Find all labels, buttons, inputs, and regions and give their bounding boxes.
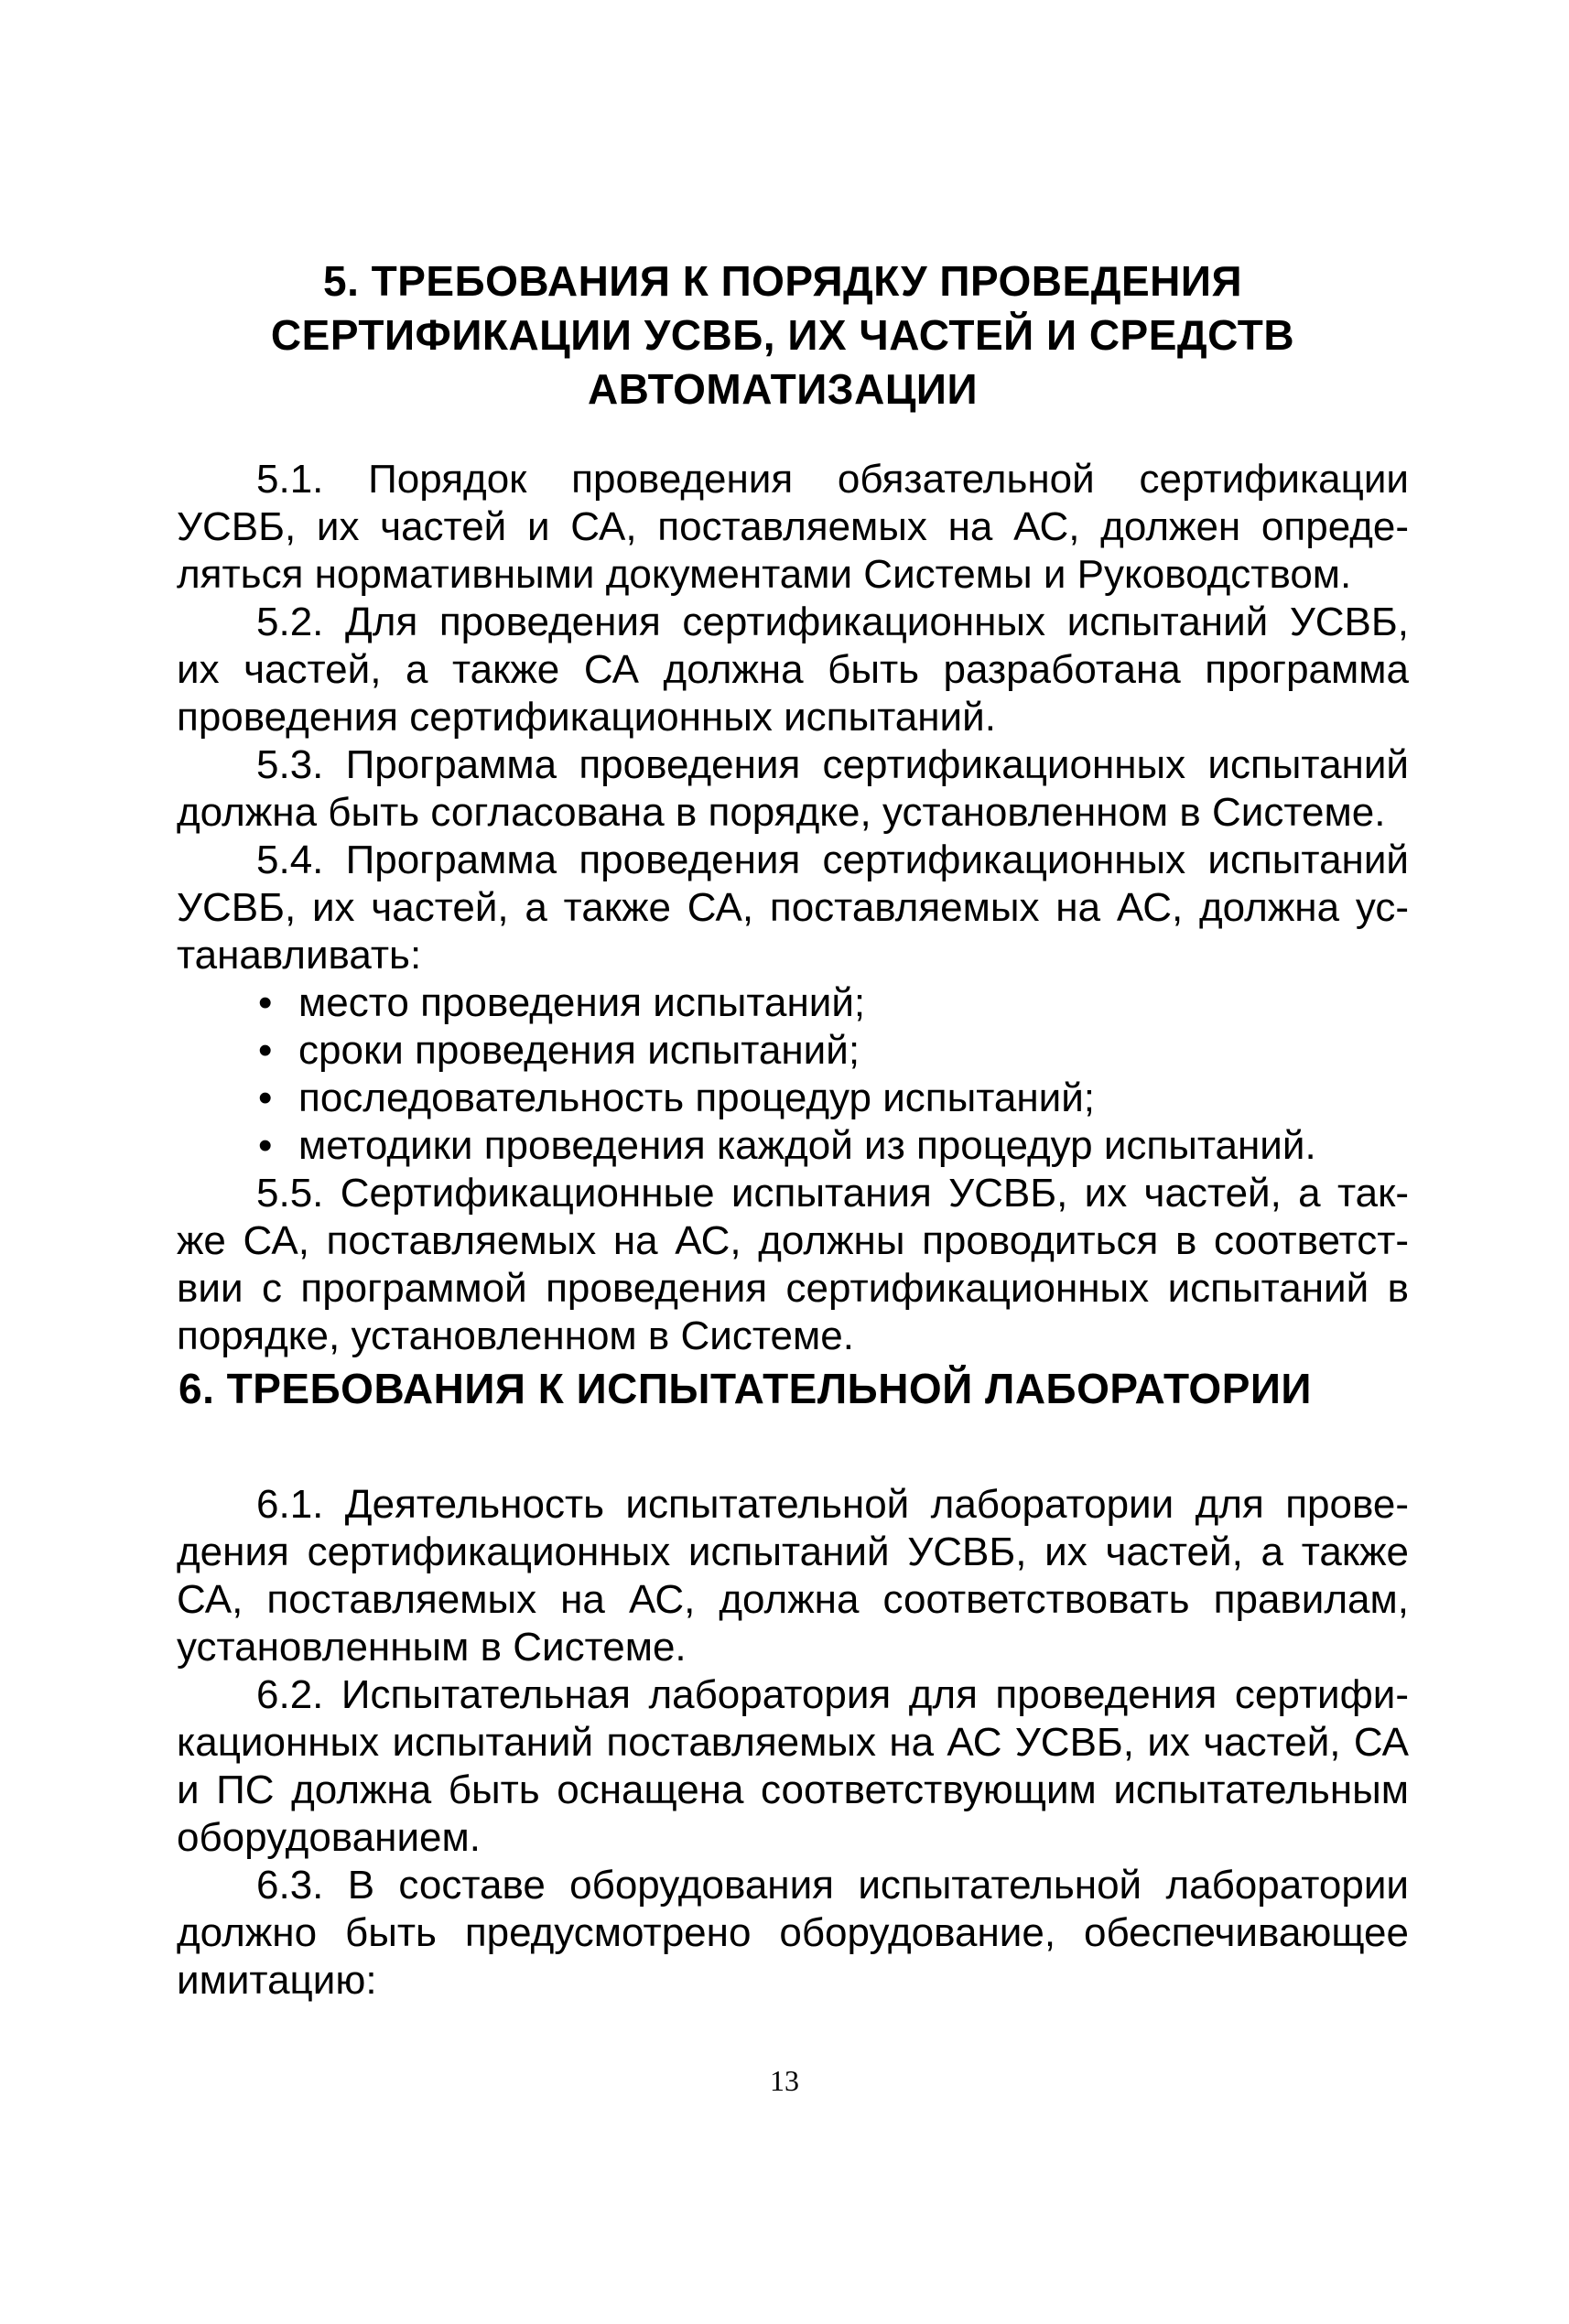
section-6-heading: 6. ТРЕБОВАНИЯ К ИСПЫТАТЕЛЬНОЙ ЛАБОРАТОРИИ [179,1365,1312,1412]
list-item [258,1027,1412,1075]
paragraph-6-1-line: СА, поставляемых на АС, должна соответствовать правилам, [177,1577,1409,1622]
paragraph-5-1-line: УСВБ, их частей и СА, поставляемых на АС, должен опреде- [177,504,1409,549]
paragraph-5-5-line: 5.5. Сертификационные испытания УСВБ, их частей, а так- [256,1171,1409,1216]
paragraph-5-5-line: порядке, установленном в Системе. [177,1313,854,1358]
bullet-icon: • [258,1123,273,1168]
section-5-heading-line: 5. ТРЕБОВАНИЯ К ПОРЯДКУ ПРОВЕДЕНИЯ [322,257,1243,305]
bullet-icon: • [258,1076,273,1120]
paragraph-5-5-line: же СА, поставляемых на АС, должны проводиться в соответст- [177,1218,1409,1263]
paragraph-6-2-line: и ПС должна быть оснащена соответствующим испытательным [177,1767,1409,1812]
paragraph-5-1-line: ляться нормативными документами Системы и Руководством. [177,552,1352,597]
paragraph-5-3-line: должна быть согласована в порядке, установленном в Системе. [177,790,1386,835]
list-item [258,1122,1412,1170]
page-number: 13 [770,2064,799,2097]
bullet-icon: • [258,980,273,1025]
paragraph-6-1-line: 6.1. Деятельность испытательной лаборатории для прове- [256,1482,1409,1527]
paragraph-5-2-line: проведения сертификационных испытаний. [177,695,996,740]
section-5-heading-line: СЕРТИФИКАЦИИ УСВБ, ИХ ЧАСТЕЙ И СРЕДСТВ [270,311,1295,359]
paragraph-5-4-line: 5.4. Программа проведения сертификационных испытаний [256,838,1409,882]
list-item-text: методики проведения каждой из процедур испытаний. [298,1123,1316,1168]
paragraph-5-4-line: танавливать: [177,933,422,978]
paragraph-5-2-line: 5.2. Для проведения сертификационных испытаний УСВБ, [256,600,1409,644]
section-5-heading-line: АВТОМАТИЗАЦИИ [587,365,979,413]
list-item [258,1075,1412,1122]
paragraph-6-1-line: установленным в Системе. [177,1625,687,1670]
paragraph-6-2-line: оборудованием. [177,1815,481,1860]
paragraph-6-3-line: должно быть предусмотрено оборудование, обеспечивающее [177,1910,1409,1955]
paragraph-6-3-line: имитацию: [177,1958,377,2003]
paragraph-5-4-line: УСВБ, их частей, а также СА, поставляемых на АС, должна ус- [177,885,1409,930]
paragraph-5-1-line: 5.1. Порядок проведения обязательной сертификации [256,457,1409,502]
bullet-icon: • [258,1028,273,1073]
paragraph-6-2-line: кационных испытаний поставляемых на АС УСВБ, их частей, СА [177,1720,1409,1765]
list-item-text: место проведения испытаний; [298,980,866,1025]
list-item [258,979,1412,1027]
paragraph-5-5-line: вии с программой проведения сертификационных испытаний в [177,1266,1409,1311]
paragraph-6-3-line: 6.3. В составе оборудования испытательной лаборатории [256,1863,1409,1908]
paragraph-6-2-line: 6.2. Испытательная лаборатория для проведения сертифи- [256,1672,1409,1717]
paragraph-5-3-line: 5.3. Программа проведения сертификационных испытаний [256,742,1409,787]
paragraph-5-2-line: их частей, а также СА должна быть разработана программа [177,647,1409,692]
list-item-text: последовательность процедур испытаний; [298,1076,1096,1120]
paragraph-6-1-line: дения сертификационных испытаний УСВБ, их частей, а также [177,1530,1409,1574]
list-item-text: сроки проведения испытаний; [298,1028,860,1073]
section-5-heading [146,254,1419,416]
